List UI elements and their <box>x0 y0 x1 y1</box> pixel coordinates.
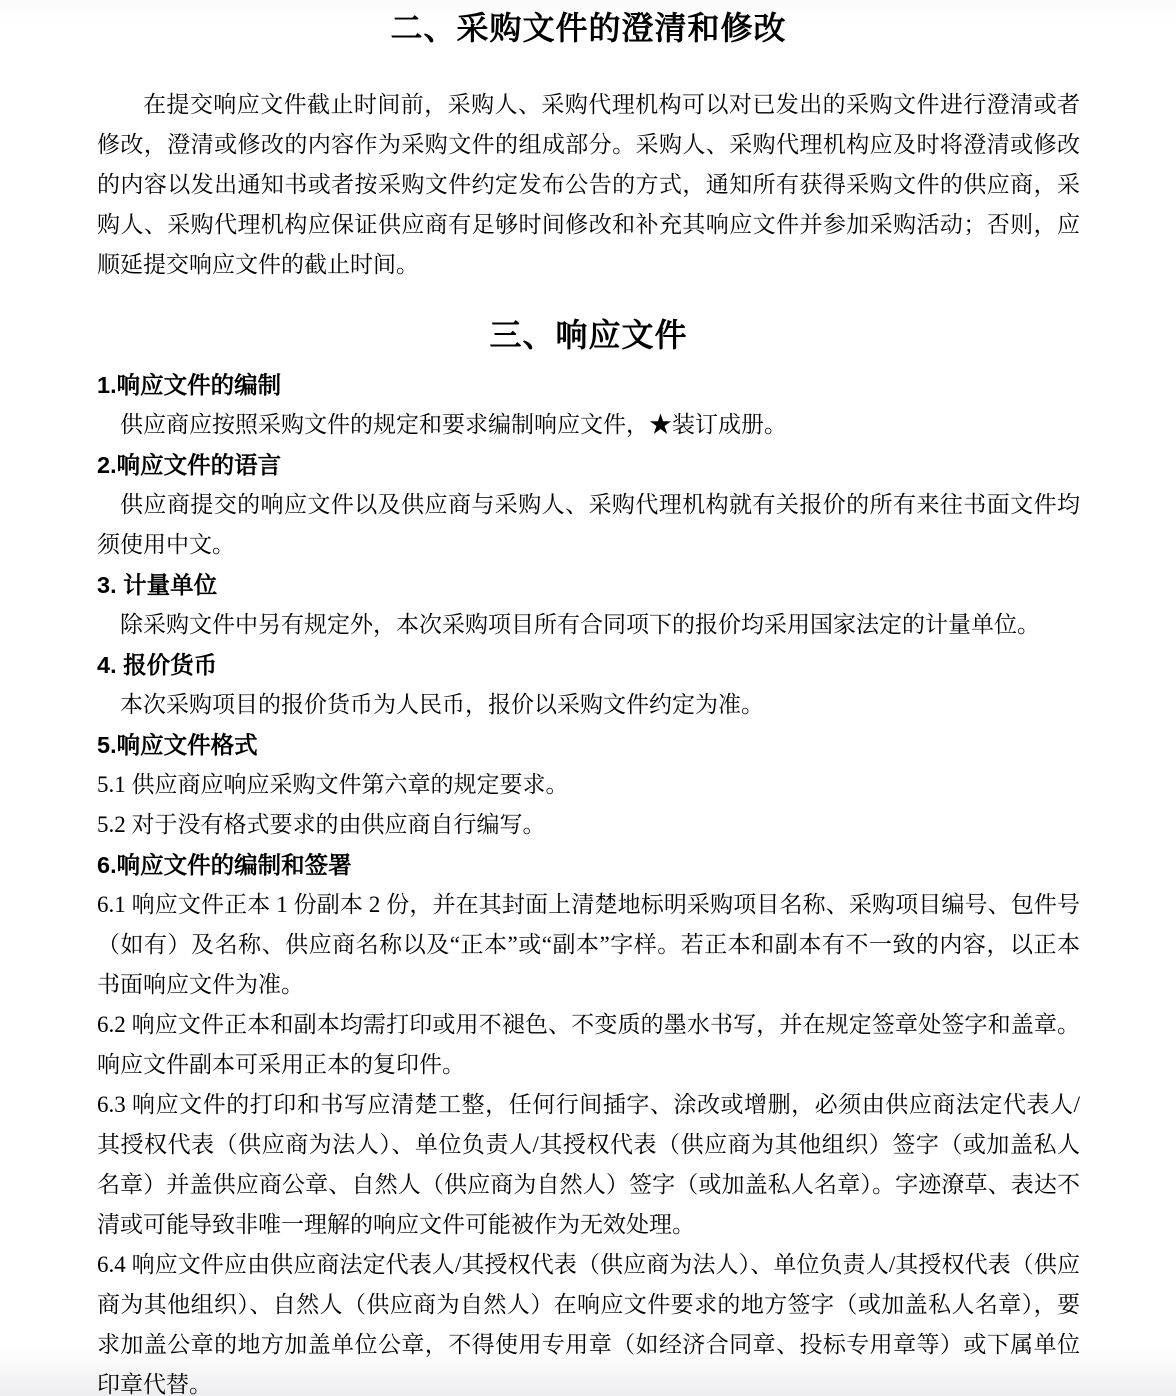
clause-6-1: 6.1 响应文件正本 1 份副本 2 份，并在其封面上清楚地标明采购项目名称、采购项目编号、包件号（如有）及名称、供应商名称以及“正本”或“副本”字样。若正本和副本有不一致的内容，以正本书面响应文件为准。 <box>97 892 1080 997</box>
section-two-paragraph: 在提交响应文件截止时间前，采购人、采购代理机构可以对已发出的采购文件进行澄清或者修改，澄清或修改的内容作为采购文件的组成部分。采购人、采购代理机构应及时将澄清或修改的内容以发出通知书或者按采购文件约定发布公告的方式，通知所有获得采购文件的供应商，采购人、采购代理机构应保证供应商有足够时间修改和补充其响应文件并参加采购活动；否则，应顺延提交响应文件的截止时间。 <box>97 92 1080 277</box>
heading-response-file-language: 2.响应文件的语言 <box>97 452 282 478</box>
body-quotation-currency: 本次采购项目的报价货币为人民币，报价以采购文件约定为准。 <box>120 692 764 717</box>
section-three-title: 三、响应文件 <box>489 317 688 353</box>
heading-measurement-units: 3. 计量单位 <box>97 572 218 598</box>
clause-6-3: 6.3 响应文件的打印和书写应清楚工整，任何行间插字、涂改或增删，必须由供应商法定代表人/其授权代表（供应商为法人）、单位负责人/其授权代表（供应商为其他组织）签字（或加盖私人名章）并盖供应商公章、自然人（供应商为自然人）签字（或加盖私人名章）。字迹潦草、表达不清或可能导致非唯一理解的响应文件可能被作为无效处理。 <box>97 1092 1080 1237</box>
clause-5-2: 5.2 对于没有格式要求的由供应商自行编写。 <box>97 812 546 837</box>
heading-quotation-currency: 4. 报价货币 <box>97 652 218 678</box>
body-measurement-units: 除采购文件中另有规定外，本次采购项目所有合同项下的报价均采用国家法定的计量单位。 <box>120 612 1040 637</box>
body-response-file-language: 供应商提交的响应文件以及供应商与采购人、采购代理机构就有关报价的所有来往书面文件均须使用中文。 <box>97 492 1080 557</box>
heading-response-file-preparation: 1.响应文件的编制 <box>97 372 282 398</box>
clause-6-2: 6.2 响应文件正本和副本均需打印或用不褪色、不变质的墨水书写，并在规定签章处签字和盖章。响应文件副本可采用正本的复印件。 <box>97 1012 1080 1077</box>
heading-response-file-format: 5.响应文件格式 <box>97 732 258 758</box>
body-response-file-preparation: 供应商应按照采购文件的规定和要求编制响应文件，★装订成册。 <box>120 412 787 437</box>
clause-5-1: 5.1 供应商应响应采购文件第六章的规定要求。 <box>97 772 569 797</box>
heading-response-file-signing: 6.响应文件的编制和签署 <box>97 852 352 878</box>
clause-6-4: 6.4 响应文件应由供应商法定代表人/其授权代表（供应商为法人）、单位负责人/其授权代表（供应商为其他组织）、自然人（供应商为自然人）在响应文件要求的地方签字（或加盖私人名章），要求加盖公章的地方加盖单位公章，不得使用专用章（如经济合同章、投标专用章等）或下属单位印章代替。 <box>97 1252 1080 1396</box>
section-two-title: 二、采购文件的澄清和修改 <box>390 10 787 46</box>
